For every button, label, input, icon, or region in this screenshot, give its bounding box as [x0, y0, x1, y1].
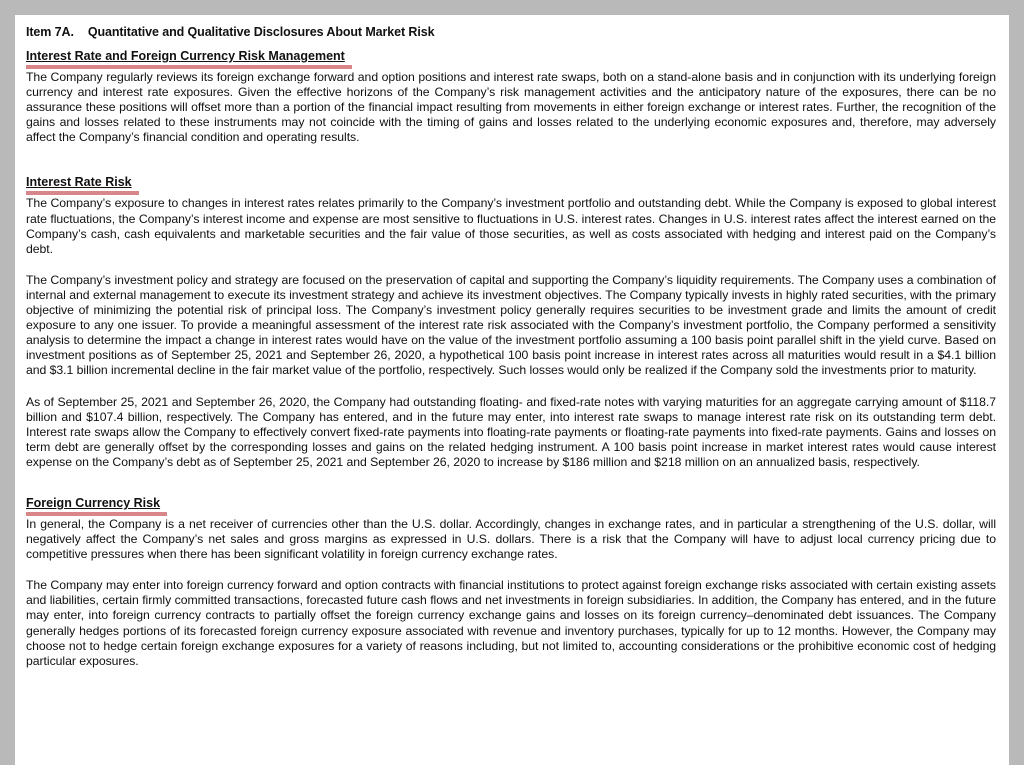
item-title — [26, 25, 996, 39]
heading-interest-rate-risk: Interest Rate Risk — [26, 175, 139, 195]
paragraph-foreign-currency-1: In general, the Company is a net receiver of currencies other than the U.S. dollar. Accordingly, changes in exchange rates, and in particular a strengthening of the U.S. dollar, will negatively affect the Company’s net sales and gross margins as expressed in U.S. dollars. There is a risk that the Company will have to adjust local currency pricing due to competitive pressures when there has been significant volatility in foreign currency exchange rates. — [26, 516, 996, 562]
paragraph-interest-rate-3: As of September 25, 2021 and September 26, 2020, the Company had outstanding floating- and fixed-rate notes with varying maturities for an aggregate carrying amount of $118.7 billion and $107.4 billion, respectively. The Company has entered, and in the future may enter, into interest rate swaps to manage interest rate risk on its outstanding term debt. Interest rate swaps allow the Company to effectively convert fixed-rate payments into floating-rate payments or floating-rate payments into fixed-rate payments. Gains and losses on term debt are generally offset by the corresponding losses and gains on the related hedging instrument. A 100 basis point increase in market interest rates would cause interest expense on the Company’s debt as of September 25, 2021 and September 26, 2020 to increase by $186 million and $218 million on an annualized basis, respectively. — [26, 394, 996, 469]
paragraph-interest-rate-1: The Company’s exposure to changes in interest rates relates primarily to the Company’s investment portfolio and outstanding debt. While the Company is exposed to global interest rate fluctuations, the Company’s interest income and expense are most sensitive to fluctuations in U.S. interest rates. Changes in U.S. interest rates affect the interest earned on the Company’s cash, cash equivalents and marketable securities and the fair value of those securities, as well as costs associated with hedging and interest paid on the Company’s debt. — [26, 196, 996, 256]
item-title-text: Quantitative and Qualitative Disclosures About Market Risk — [87, 25, 435, 39]
heading-risk-management: Interest Rate and Foreign Currency Risk Management — [26, 49, 352, 69]
paragraph-risk-management: The Company regularly reviews its foreign exchange forward and option positions and interest rate swaps, both on a stand-alone basis and in conjunction with its underlying foreign currency and interest rate exposures. Given the effective horizons of the Company’s risk management activities and the anticipatory nature of the exposures, there can be no assurance these positions will offset more than a portion of the financial impact resulting from movements in either foreign exchange or interest rates. Further, the recognition of the gains and losses related to these instruments may not coincide with the timing of gains and losses related to the underlying economic exposures and, therefore, may adversely affect the Company’s financial condition and operating results. — [26, 70, 996, 145]
item-number: Item 7A. — [26, 25, 74, 39]
paragraph-foreign-currency-2: The Company may enter into foreign currency forward and option contracts with financial institutions to protect against foreign exchange risks associated with certain existing assets and liabilities, certain firmly committed transactions, forecasted future cash flows and net investments in foreign subsidiaries. In addition, the Company has entered, and in the future may enter, into foreign currency contracts to partially offset the foreign currency exchange gains and losses on its foreign currency–denominated debt issuances. The Company generally hedges portions of its forecasted foreign currency exposure associated with revenue and inventory purchases, typically for up to 12 months. However, the Company may choose not to hedge certain foreign exchange exposures for a variety of reasons including, but not limited to, accounting considerations or the prohibitive economic cost of hedging particular exposures. — [26, 578, 996, 668]
heading-foreign-currency-risk: Foreign Currency Risk — [26, 496, 167, 516]
document-page — [15, 15, 1009, 765]
paragraph-interest-rate-2: The Company’s investment policy and strategy are focused on the preservation of capital and supporting the Company’s liquidity requirements. The Company uses a combination of internal and external management to execute its investment strategy and achieve its investment objectives. The Company typically invests in highly rated securities, with the primary objective of minimizing the potential risk of principal loss. The Company’s investment policy generally requires securities to be investment grade and limits the amount of credit exposure to any one issuer. To provide a meaningful assessment of the interest rate risk associated with the Company’s investment portfolio, the Company performed a sensitivity analysis to determine the impact a change in interest rates would have on the value of the investment portfolio assuming a 100 basis point parallel shift in the yield curve. Based on investment positions as of September 25, 2021 and September 26, 2020, a hypothetical 100 basis point increase in interest rates across all maturities would result in a $4.1 billion and $3.1 billion incremental decline in the fair market value of the portfolio, respectively. Such losses would only be realized if the Company sold the investments prior to maturity. — [26, 272, 996, 378]
